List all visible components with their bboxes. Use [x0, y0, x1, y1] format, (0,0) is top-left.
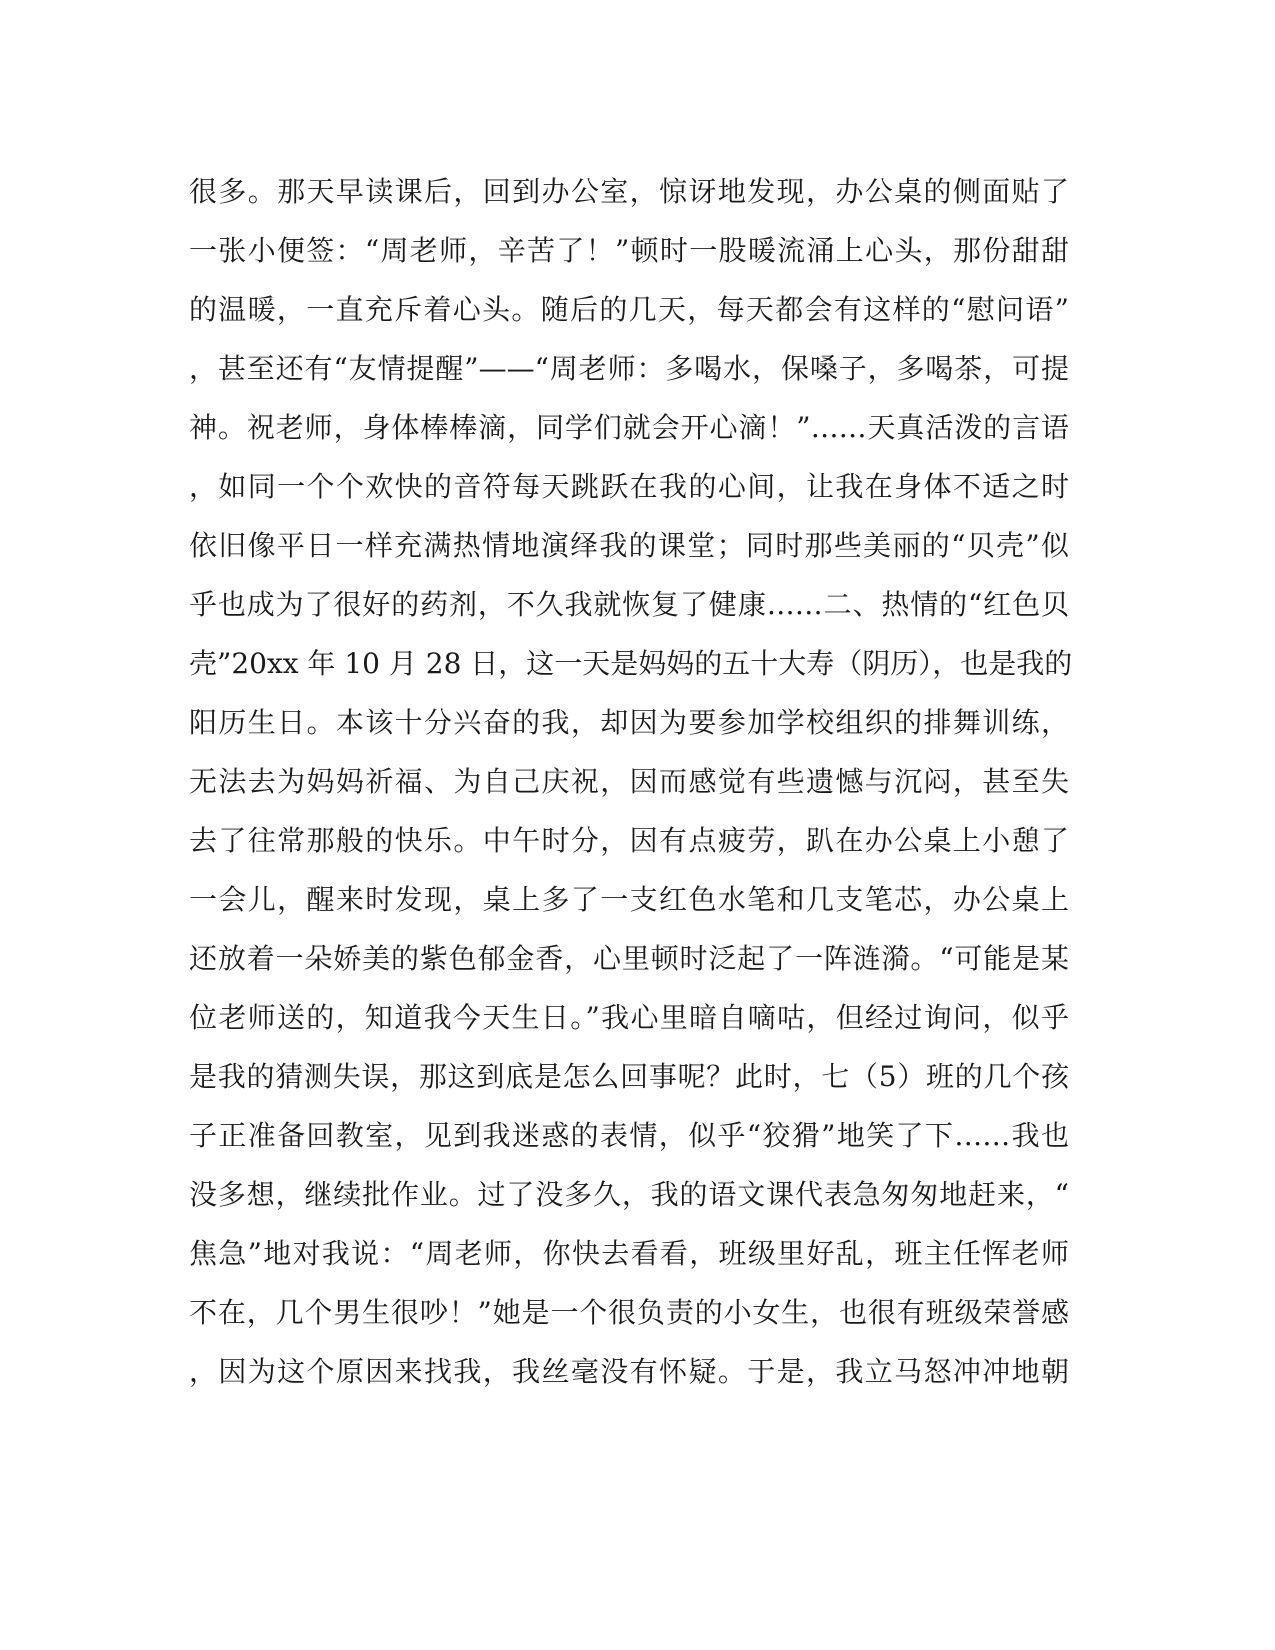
text-line: 很多。那天早读课后，回到办公室，惊讶地发现，办公桌的侧面贴了: [189, 175, 1069, 208]
text-line: 子正准备回教室，见到我迷惑的表情，似乎“狡猾”地笑了下……我也: [189, 1119, 1069, 1152]
text-line: ，因为这个原因来找我，我丝毫没有怀疑。于是，我立马怒冲冲地朝: [189, 1355, 1069, 1388]
text-line: 依旧像平日一样充满热情地演绎我的课堂；同时那些美丽的“贝壳”似: [189, 529, 1069, 562]
text-line: 一会儿，醒来时发现，桌上多了一支红色水笔和几支笔芯，办公桌上: [189, 883, 1069, 916]
text-line: 焦急”地对我说：“周老师，你快去看看，班级里好乱，班主任恽老师: [189, 1237, 1069, 1270]
text-line: 是我的猜测失误，那这到底是怎么回事呢？此时，七（5）班的几个孩: [189, 1060, 1069, 1093]
body-text: [189, 162, 1073, 1401]
text-line: 壳”20xx 年 10 月 28 日，这一天是妈妈的五十大寿（阴历），也是我的: [189, 647, 1073, 680]
text-line: 的温暖，一直充斥着心头。随后的几天，每天都会有这样的“慰问语”: [189, 293, 1069, 326]
text-line: 位老师送的，知道我今天生日。”我心里暗自嘀咕，但经过询问，似乎: [189, 1001, 1069, 1034]
text-line: 去了往常那般的快乐。中午时分，因有点疲劳，趴在办公桌上小憩了: [189, 824, 1069, 857]
text-line: 不在，几个男生很吵！”她是一个很负责的小女生，也很有班级荣誉感: [189, 1296, 1069, 1329]
text-line: ，甚至还有“友情提醒”——“周老师：多喝水，保嗓子，多喝茶，可提: [189, 352, 1069, 385]
text-line: 没多想，继续批作业。过了没多久，我的语文课代表急匆匆地赶来，“: [189, 1178, 1069, 1211]
text-line: 一张小便签：“周老师，辛苦了！”顿时一股暖流涌上心头，那份甜甜: [189, 234, 1069, 267]
text-line: 神。祝老师，身体棒棒滴，同学们就会开心滴！”……天真活泼的言语: [189, 411, 1069, 444]
text-line: ，如同一个个欢快的音符每天跳跃在我的心间，让我在身体不适之时: [189, 470, 1069, 503]
text-line: 乎也成为了很好的药剂，不久我就恢复了健康……二、热情的“红色贝: [189, 588, 1069, 621]
text-line: 还放着一朵娇美的紫色郁金香，心里顿时泛起了一阵涟漪。“可能是某: [189, 942, 1069, 975]
text-line: 阳历生日。本该十分兴奋的我，却因为要参加学校组织的排舞训练，: [189, 706, 1069, 739]
text-line: 无法去为妈妈祈福、为自己庆祝，因而感觉有些遗憾与沉闷，甚至失: [189, 765, 1069, 798]
